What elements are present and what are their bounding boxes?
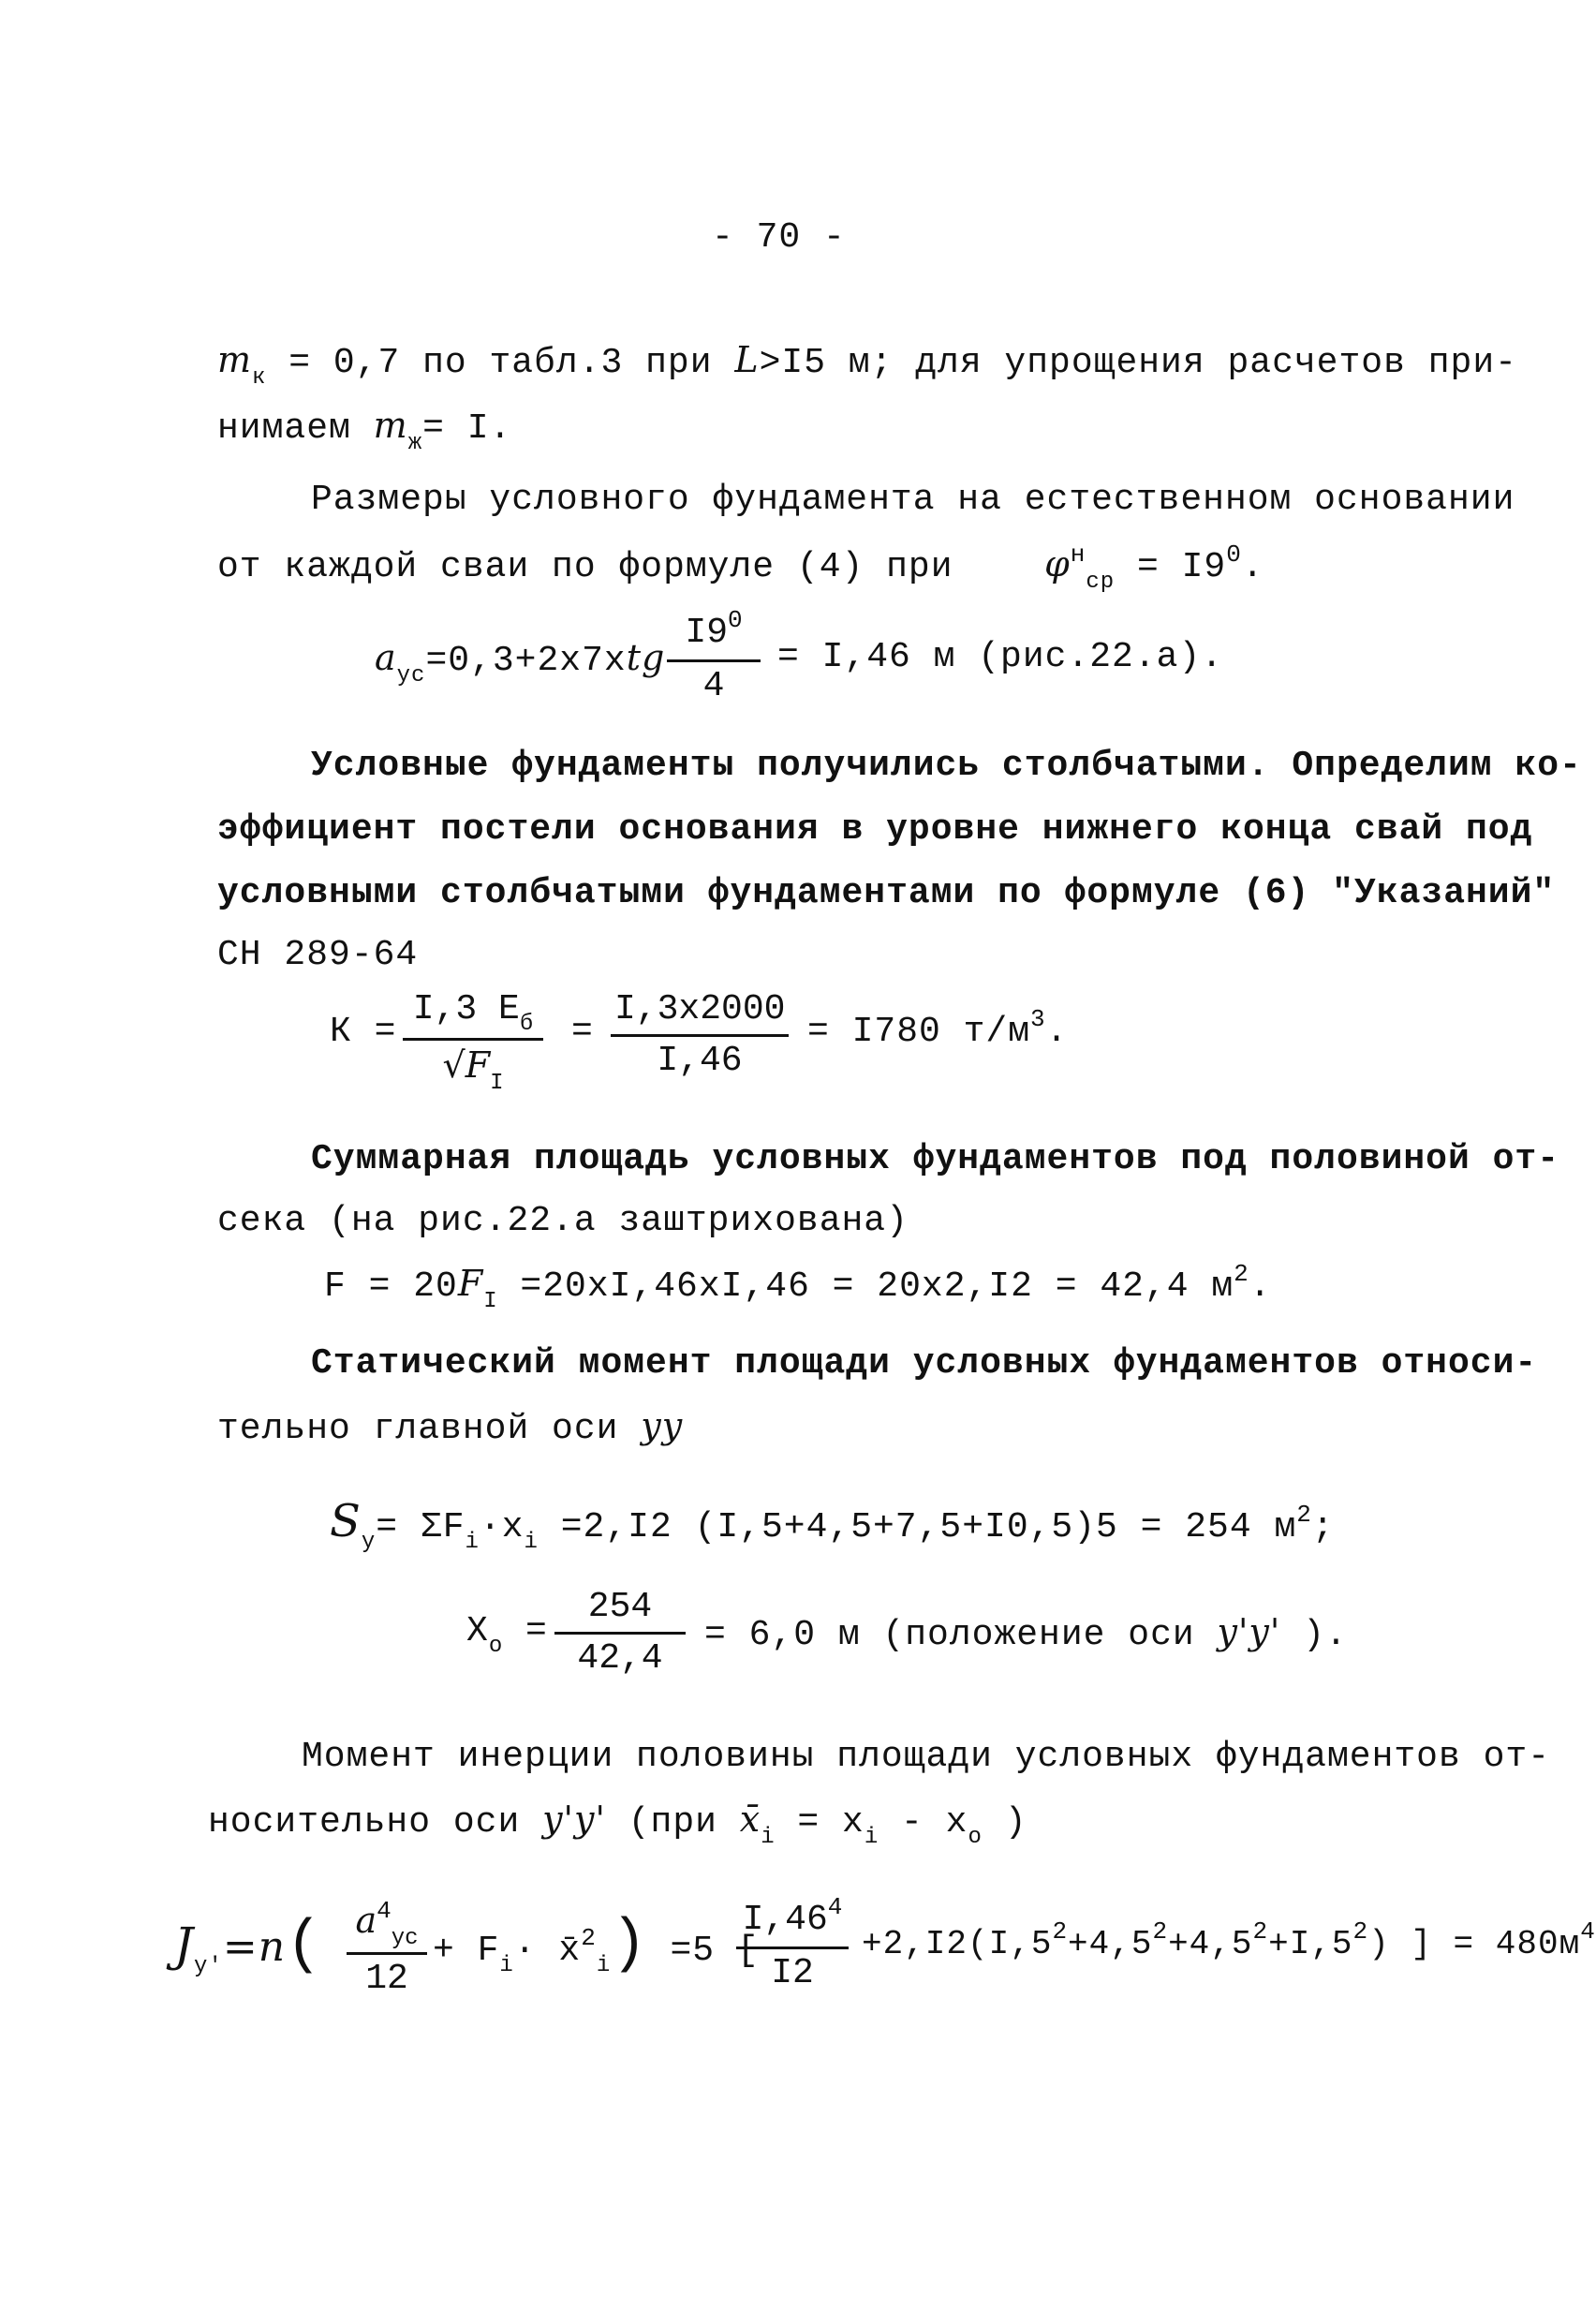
equation-2-lhs: К = [330,1012,397,1052]
phi-subscript: ср [1086,570,1116,595]
eq6-s1: 2 [1052,1917,1069,1946]
eq4-expr: =2,I2 (I,5+4,5+7,5+I0,5)5 = 254 м [560,1507,1297,1547]
a-subscript: ус [396,663,426,688]
phi-degree: 0 [1226,540,1242,569]
eq4-x-sub: i [524,1530,539,1555]
p6-eq: = x [797,1802,864,1843]
p1-text-4: = I. [422,408,512,449]
paragraph-5-line-1: Статический момент площади условных фундаментов относи- [311,1343,1538,1384]
eq6-rest: +2,I2(I,5 [862,1925,1053,1963]
p1-text-2: >I5 м; для упрощения расчетов при- [759,343,1517,383]
equation-6-lhs [174,1912,323,1979]
equation-1-fraction [667,606,761,709]
eq4-dot: ·x [479,1507,525,1547]
p6-close: ) [1004,1802,1027,1843]
equation-1 [375,635,665,688]
eq3-F: F = 20 [324,1266,458,1307]
eq6-open-paren: ( [286,1912,323,1979]
eq6-frac-den: 12 [365,1959,408,1999]
equation-1-result: = I,46 м (рис.22.а). [777,637,1224,677]
m-x-subscript: ж [407,431,423,456]
L-symbol: L [734,339,760,380]
equation-6-rest [862,1917,1596,1969]
J-symbol: J [174,1917,195,1972]
eq2-frac1-den-sub: I [490,1071,504,1096]
eq5-axis: y'y' [1217,1611,1281,1652]
eq6-r4: ) ] = 480м [1368,1925,1581,1963]
equation-6-mid [433,1911,760,1978]
eq4-sum-sub: i [465,1530,480,1555]
eq4-end: ; [1311,1507,1335,1547]
phi-value: = I9 [1137,547,1227,587]
eq6-r3: +I,5 [1268,1925,1353,1963]
eq6-r2: +4,5 [1168,1925,1253,1963]
eq6-s5: 4 [1580,1917,1596,1946]
paragraph-5-line-2 [217,1403,683,1452]
eq6-r1: +4,5 [1068,1925,1153,1963]
eq6-s4: 2 [1352,1917,1369,1946]
eq6-x-sub: i [596,1953,612,1978]
paragraph-3-line-3: условными столбчатыми фундаментами по формуле (6) "Указаний" [217,873,1556,913]
eq6-plus: + F [433,1931,500,1971]
eq6-eq2: =5 [ [670,1931,760,1971]
eq5-eq: = [525,1611,548,1651]
eq3-F1: F [457,1263,484,1304]
eq5-frac-num: 254 [554,1585,686,1635]
paragraph-2-line-1: Размеры условного фундамента на естественном основании [311,480,1515,520]
eq6-s3: 2 [1252,1917,1269,1946]
eq6-frac2-num: I,46 [742,1900,828,1940]
equation-6-fraction-1 [347,1898,427,2002]
p1-text-3: нимаем [217,408,351,449]
p6-minus: - x [901,1802,968,1843]
paragraph-4-line-1: Суммарная площадь условных фундаментов под половиной от- [311,1139,1560,1179]
p6-x-sub: i [864,1825,879,1850]
eq2-frac1-num-sub: б [519,1012,534,1037]
eq6-frac-num-sup: 4 [377,1897,392,1925]
X0-subscript: o [488,1634,504,1659]
J-subscript: y' [194,1954,223,1979]
eq6-x-sup: 2 [581,1924,597,1952]
eq5-result: = 6,0 м (положение оси [704,1615,1195,1655]
equation-5-fraction [554,1585,686,1681]
eq5-end: ). [1303,1615,1348,1655]
equation-4 [330,1495,1335,1555]
S-symbol: S [330,1495,362,1547]
paragraph-6-line-2 [208,1797,1027,1849]
eq2-frac1-den: √F [442,1044,491,1086]
eq2-result-end: . [1045,1012,1069,1052]
eq4-sum: = ΣF [376,1507,466,1547]
paragraph-2-line-2 [217,541,1264,594]
paragraph-1-line-2 [217,403,511,455]
paragraph-4-line-2: сека (на рис.22.а заштрихована) [217,1201,909,1241]
eq5-frac-den: 42,4 [577,1638,663,1679]
eq2-frac2-den: I,46 [657,1041,743,1081]
eq1-expr: =0,3+2x7x [425,641,627,681]
eq2-frac1-num: I,3 E [412,989,520,1029]
m-k-symbol: m [217,339,253,380]
equation-2-fraction-2 [611,987,789,1084]
paragraph-3-line-4: СН 289-64 [217,935,419,975]
eq1-frac-num-sup: 0 [728,606,743,634]
paragraph-6-line-1: Момент инерции половины площади условных фундаментов от- [302,1737,1551,1777]
S-subscript: y [361,1530,377,1555]
eq6-n: =n [222,1923,287,1971]
p6-axis: y'y' [542,1799,606,1840]
paragraph-1-line-1 [217,337,1517,390]
eq1-frac-num: I9 [685,613,728,653]
eq6-s2: 2 [1152,1917,1169,1946]
a-symbol: a [375,637,397,678]
p6-text-2: (при [628,1802,717,1843]
equation-2-result [807,1005,1069,1057]
eq4-sup: 2 [1296,1501,1312,1529]
eq2-result: = I780 т/м [807,1012,1031,1052]
phi-symbol: φ [1044,543,1071,585]
p6-text: носительно оси [208,1802,521,1843]
paragraph-3-line-2: эффициент постели основания в уровне нижнего конца свай под [217,809,1533,850]
eq6-frac-num-sub: ус [391,1926,419,1951]
equation-2-eq: = [571,1012,594,1052]
eq3-F1-sub: I [483,1289,498,1314]
eq6-frac2-den: I2 [771,1953,814,1993]
equation-3 [324,1261,1272,1313]
phi-superscript: н [1070,540,1086,569]
page-number: - 70 - [712,217,846,258]
eq3-expr: =20xI,46xI,46 = 20x2,I2 = 42,4 м [520,1266,1234,1307]
p1-text-1: = 0,7 по табл.3 при [288,343,713,383]
eq6-F-sub: i [499,1953,514,1978]
eq6-x: · x̄ [513,1931,582,1971]
yy-axis-symbol: yy [641,1405,684,1446]
equation-5-lhs [466,1609,548,1658]
m-k-subscript: к [252,365,267,391]
eq6-frac2-num-sup: 4 [827,1893,843,1921]
m-x-symbol: m [373,405,408,446]
eq3-sup: 2 [1234,1260,1249,1288]
X0-symbol: X [466,1611,489,1651]
equation-6-fraction-2 [736,1893,849,1996]
phi-end: . [1241,547,1264,587]
eq6-frac-num: a [355,1900,377,1941]
eq1-frac-den: 4 [702,666,725,706]
p6-xbar-sub: i [761,1825,776,1850]
equation-2-fraction-1 [403,987,543,1095]
p5-text: тельно главной оси [217,1409,619,1449]
equation-5-result [704,1609,1348,1658]
eq2-result-sup: 3 [1030,1005,1046,1033]
p2-text: от каждой сваи по формуле (4) при [217,547,953,587]
p6-x0-sub: o [968,1825,983,1850]
tg-symbol: tg [626,637,666,678]
p6-xbar: x̄ [739,1799,761,1840]
paragraph-3-line-1: Условные фундаменты получились столбчатыми. Определим ко- [311,746,1582,786]
eq3-end: . [1249,1266,1272,1307]
eq2-frac2-num: I,3x2000 [611,987,789,1037]
eq6-close-paren: ) [611,1911,648,1978]
